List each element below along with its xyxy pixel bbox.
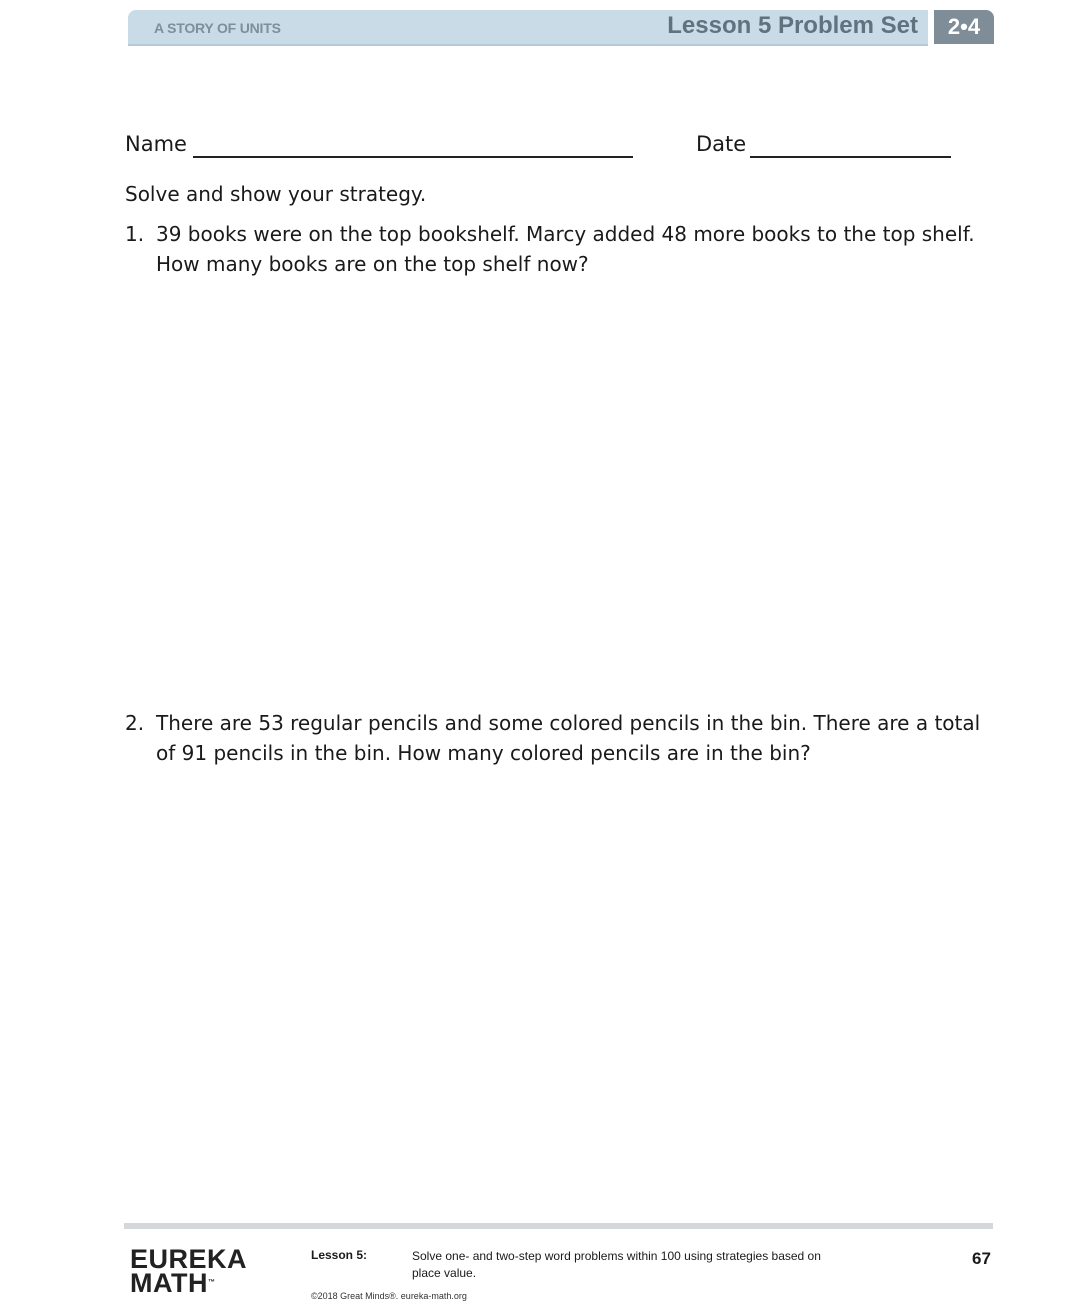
- grade-module-badge: 2•4: [934, 10, 994, 44]
- footer-lesson-label: Lesson 5:: [311, 1248, 368, 1262]
- instructions: Solve and show your strategy.: [125, 182, 427, 206]
- copyright-notice: ©2018 Great Minds®. eureka-math.org: [311, 1291, 467, 1301]
- problem-text: 39 books were on the top bookshelf. Marcy added 48 more books to the top shelf. How many books are on the top shelf now?: [156, 222, 975, 276]
- problem-1: [125, 219, 995, 279]
- lesson-title: Lesson 5 Problem Set: [667, 12, 918, 39]
- logo-line-2: [130, 1268, 247, 1298]
- name-field-line[interactable]: [193, 156, 633, 158]
- logo-line-1: EUREKA: [130, 1244, 248, 1274]
- problem-number: 1.: [125, 222, 145, 246]
- problem-2: [125, 708, 995, 768]
- footer-divider: [124, 1223, 993, 1229]
- header-banner: [128, 10, 928, 46]
- eureka-math-logo: [130, 1244, 248, 1298]
- trademark-symbol: ™: [207, 1279, 215, 1286]
- logo-word-math: MATH: [130, 1268, 208, 1298]
- name-label: Name: [125, 132, 187, 156]
- problem-text: There are 53 regular pencils and some colored pencils in the bin. There are a total of 91 pencils in the bin. How many colored pencils are in the bin?: [156, 711, 981, 765]
- footer-lesson-description: Solve one- and two-step word problems within 100 using strategies based on place value.: [412, 1249, 821, 1280]
- series-title: A STORY OF UNITS: [154, 20, 281, 36]
- date-field-line[interactable]: [750, 156, 951, 158]
- page-number: 67: [972, 1249, 991, 1268]
- date-label: Date: [696, 132, 747, 156]
- problem-number: 2.: [125, 711, 145, 735]
